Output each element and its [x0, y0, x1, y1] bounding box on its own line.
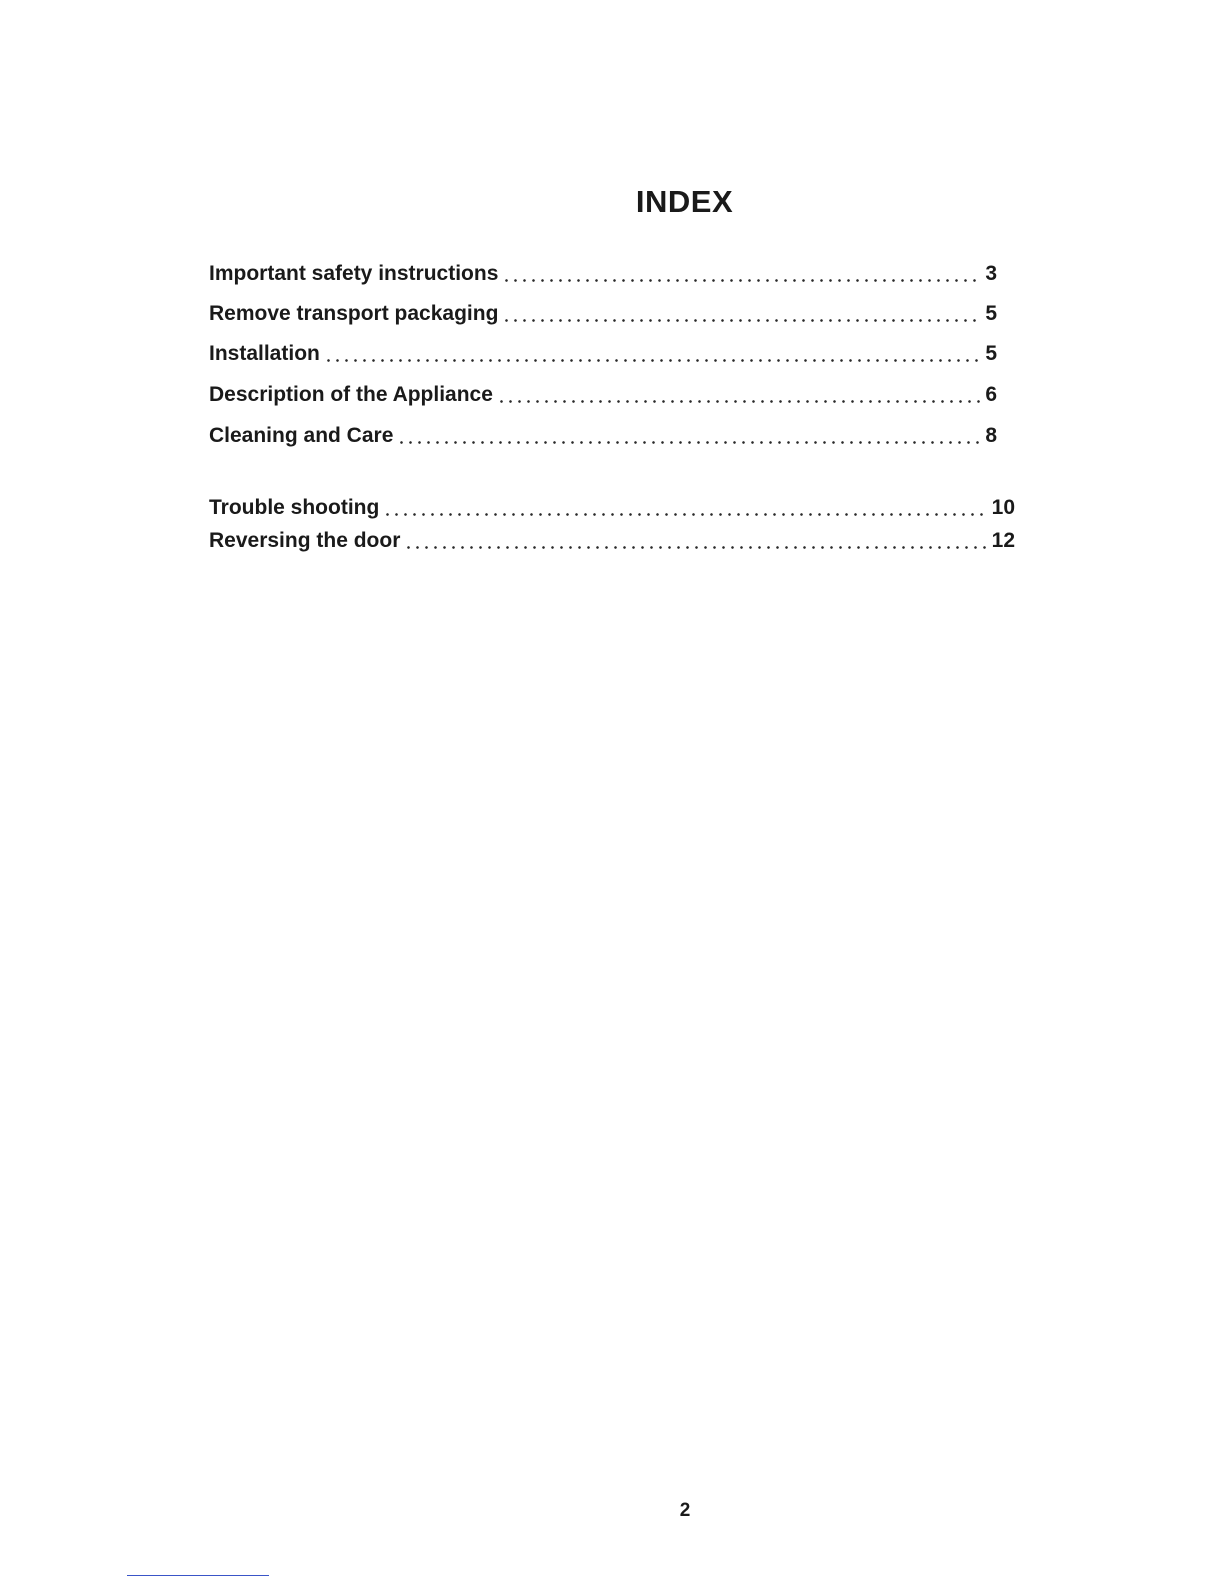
toc-entry-page: 3	[985, 262, 997, 285]
toc-entry-installation[interactable]	[209, 342, 997, 372]
toc-entry-troubleshooting[interactable]	[209, 496, 1015, 526]
toc-entry-safety[interactable]	[209, 262, 997, 292]
toc-entry-label: Cleaning and Care	[209, 424, 394, 447]
toc-entry-label: Description of the Appliance	[209, 383, 493, 406]
dot-leader	[397, 441, 981, 444]
toc-entry-label: Remove transport packaging	[209, 302, 499, 325]
toc-entry-page: 6	[985, 383, 997, 406]
toc-entry-page: 12	[991, 529, 1015, 552]
toc-entry-page: 5	[985, 342, 997, 365]
footnote-rule	[127, 1575, 269, 1576]
toc-entry-cleaning[interactable]	[209, 424, 997, 454]
dot-leader	[502, 319, 981, 322]
dot-leader	[383, 513, 987, 516]
toc-entry-packaging[interactable]	[209, 302, 997, 332]
page-number: 2	[679, 1500, 691, 1521]
toc-entry-page: 10	[991, 496, 1015, 519]
toc-entry-label: Installation	[209, 342, 320, 365]
toc-entry-reversing-door[interactable]	[209, 529, 1015, 559]
toc-entry-label: Trouble shooting	[209, 496, 380, 519]
toc-entry-page: 5	[985, 302, 997, 325]
page-title: INDEX	[635, 184, 734, 219]
dot-leader	[497, 400, 981, 403]
toc-entry-page: 8	[985, 424, 997, 447]
toc-entry-label: Reversing the door	[209, 529, 401, 552]
dot-leader	[404, 546, 987, 549]
dot-leader	[324, 359, 981, 362]
dot-leader	[502, 279, 981, 282]
toc-entry-description[interactable]	[209, 383, 997, 413]
toc-entry-label: Important safety instructions	[209, 262, 499, 285]
